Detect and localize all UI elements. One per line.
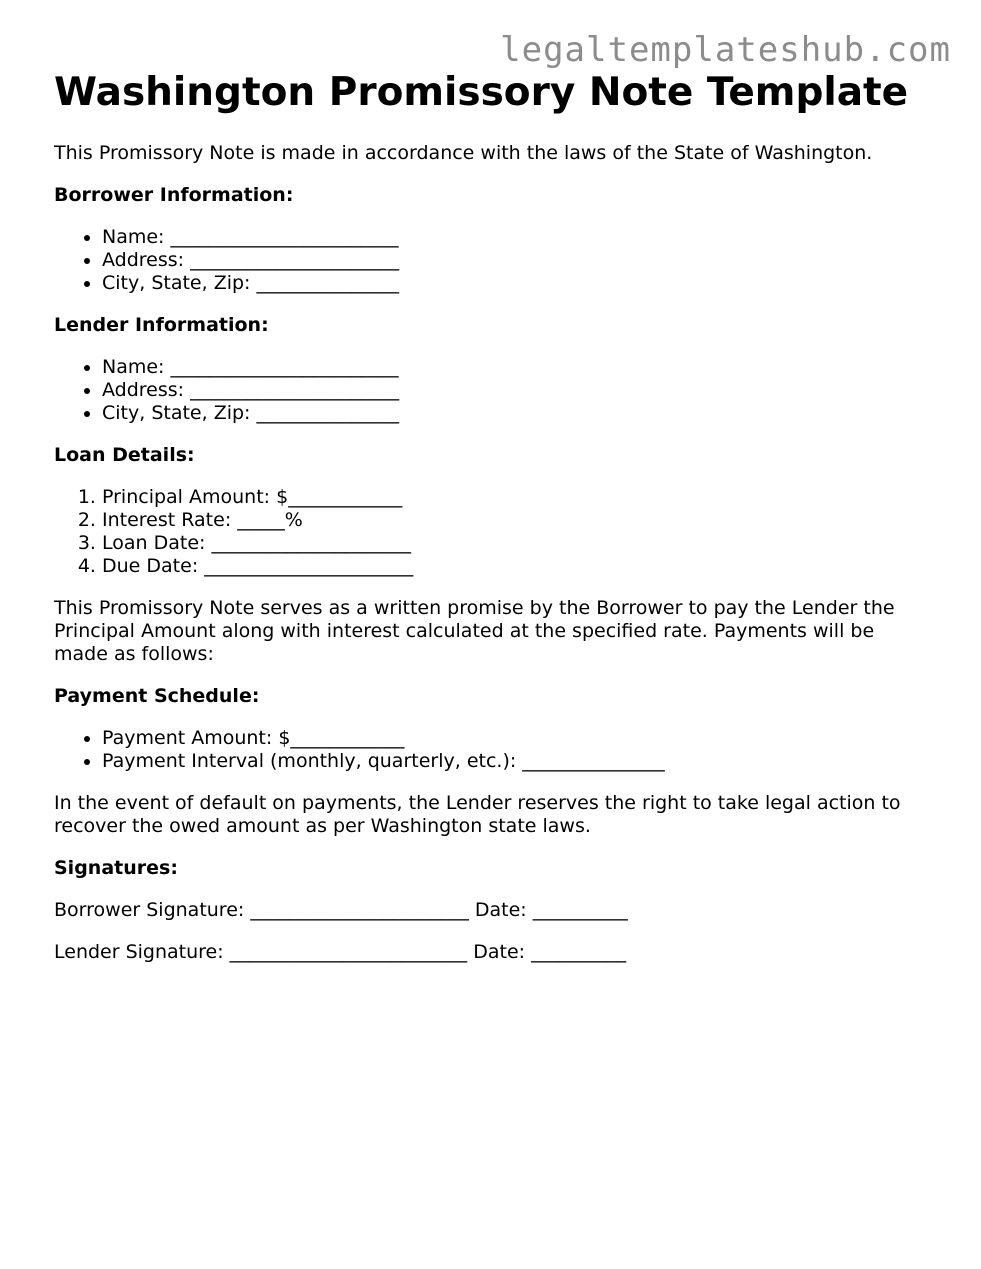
watermark-text: legaltemplateshub.com <box>500 30 951 70</box>
intro-paragraph: This Promissory Note is made in accordance with the laws of the State of Washington. <box>54 142 873 164</box>
promise-paragraph: This Promissory Note serves as a written promise by the Borrower to pay the Lender the Principal Amount along with interest calculated at the specified rate. Payments will be made as follows: <box>54 597 895 665</box>
payment-amount-field: • Payment Amount: $____________ <box>102 727 934 750</box>
loan-details-heading: Loan Details: <box>54 444 195 466</box>
lender-city-state-zip-field: • City, State, Zip: _______________ <box>102 402 934 425</box>
lender-signature-line: Lender Signature: _________________________ Date: __________ <box>54 941 627 963</box>
page-title: Washington Promissory Note Template <box>54 70 909 115</box>
payment-interval-field: • Payment Interval (monthly, quarterly, etc.): _______________ <box>102 750 934 773</box>
borrower-name-field: • Name: ________________________ <box>102 226 934 249</box>
lender-name-field: • Name: ________________________ <box>102 356 934 379</box>
lender-list <box>54 356 934 425</box>
document-body <box>54 68 934 964</box>
interest-rate-field: 2. Interest Rate: _____% <box>102 509 934 532</box>
borrower-heading: Borrower Information: <box>54 184 294 206</box>
borrower-list <box>54 226 934 295</box>
payment-schedule-list <box>54 727 934 773</box>
principal-amount-field: 1. Principal Amount: $____________ <box>102 486 934 509</box>
borrower-address-field: • Address: ______________________ <box>102 249 934 272</box>
loan-date-field: 3. Loan Date: _____________________ <box>102 532 934 555</box>
lender-heading: Lender Information: <box>54 314 269 336</box>
signatures-heading: Signatures: <box>54 857 178 879</box>
lender-address-field: • Address: ______________________ <box>102 379 934 402</box>
default-paragraph: In the event of default on payments, the Lender reserves the right to take legal action to recover the owed amount as per Washington state laws. <box>54 792 901 837</box>
borrower-signature-line: Borrower Signature: _______________________ Date: __________ <box>54 899 628 921</box>
borrower-city-state-zip-field: • City, State, Zip: _______________ <box>102 272 934 295</box>
payment-schedule-heading: Payment Schedule: <box>54 685 260 707</box>
due-date-field: 4. Due Date: ______________________ <box>102 555 934 578</box>
loan-details-list <box>54 486 934 578</box>
